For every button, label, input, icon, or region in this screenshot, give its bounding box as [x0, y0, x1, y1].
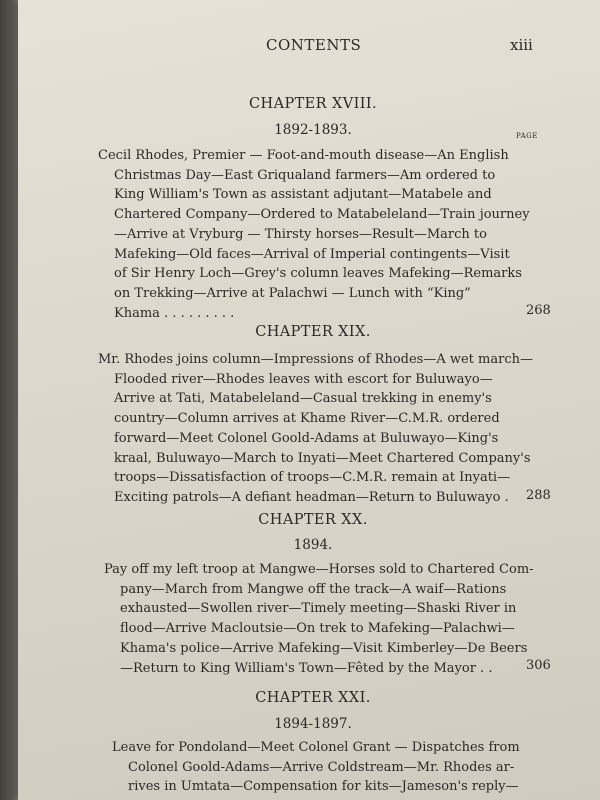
summary-line: Christmas Day—East Griqualand farmers—Am ordered to [114, 167, 496, 183]
summary-line: Khama . . . . . . . . . [114, 305, 235, 321]
summary-line: King William's Town as assistant adjutant—Matabele and [114, 187, 492, 203]
chapter-21-summary [112, 738, 532, 797]
summary-line: flood—Arrive Macloutsie—On trek to Mafeking—Palachwi— [120, 621, 515, 637]
summary-line: Pay off my left troop at Mangwe—Horses sold to Chartered Com- [104, 562, 534, 577]
chapter-20-page: 306 [526, 658, 551, 673]
summary-line: Mr. Rhodes joins column—Impressions of Rhodes—A wet march— [98, 352, 533, 367]
summary-line: —Return to King William's Town—Fêted by the Mayor . . [120, 660, 493, 676]
summary-line: exhausted—Swollen river—Timely meeting—Shaski River in [120, 601, 517, 617]
book-gutter [0, 0, 20, 800]
summary-line: pany—March from Mangwe off the track—A waif—Rations [120, 581, 507, 597]
chapter-19-summary [98, 350, 533, 508]
chapter-20-summary [104, 560, 534, 678]
summary-line: Exciting patrols—A defiant headman—Return to Buluwayo . [114, 489, 509, 505]
summary-line: country—Column arrives at Khame River—C.M.R. ordered [114, 411, 500, 427]
summary-line: Cecil Rhodes, Premier — Foot-and-mouth disease—An English [98, 148, 509, 163]
summary-line: Mafeking—Old faces—Arrival of Imperial contingents—Visit [114, 246, 510, 262]
book-page [18, 0, 600, 800]
summary-line: rives in Umtata—Compensation for kits—Jameson's reply— [128, 779, 519, 795]
summary-line: Colonel Goold-Adams—Arrive Coldstream—Mr. Rhodes ar- [128, 759, 515, 775]
chapter-21-title: CHAPTER XXI. [255, 690, 371, 706]
summary-line: on Trekking—Arrive at Palachwi — Lunch with “King” [114, 285, 471, 301]
summary-line: Arrive at Tati, Matabeleland—Casual trekking in enemy's [114, 391, 492, 407]
summary-line: of Sir Henry Loch—Grey's column leaves Mafeking—Remarks [114, 266, 522, 282]
summary-line: Flooded river—Rhodes leaves with escort for Buluwayo— [114, 371, 493, 387]
summary-line: —Arrive at Vryburg — Thirsty horses—Result—March to [114, 226, 487, 242]
summary-line: Chartered Company—Ordered to Matabeleland—Train journey [114, 207, 530, 223]
chapter-18-title: CHAPTER XVIII. [249, 96, 377, 112]
summary-line: forward—Meet Colonel Goold-Adams at Buluwayo—King's [114, 430, 499, 446]
running-head-title: CONTENTS [266, 36, 362, 54]
chapter-18-years: 1892-1893. [274, 122, 352, 138]
chapter-20-years: 1894. [293, 537, 333, 553]
summary-line: Khama's police—Arrive Mafeking—Visit Kimberley—De Beers [120, 640, 528, 656]
chapter-19-title: CHAPTER XIX. [255, 324, 371, 340]
chapter-20-title: CHAPTER XX. [258, 512, 368, 528]
chapter-21-years: 1894-1897. [274, 716, 352, 732]
page-number: xiii [510, 36, 533, 54]
chapter-19-page: 288 [526, 488, 551, 503]
chapter-18-page: 268 [526, 303, 551, 318]
page-column-label: PAGE [516, 132, 538, 140]
summary-line: Leave for Pondoland—Meet Colonel Grant — Dispatches from [112, 740, 520, 755]
chapter-18-summary [98, 146, 530, 323]
summary-line: troops—Dissatisfaction of troops—C.M.R. remain at Inyati— [114, 470, 511, 486]
summary-line: kraal, Buluwayo—March to Inyati—Meet Chartered Company's [114, 450, 531, 466]
